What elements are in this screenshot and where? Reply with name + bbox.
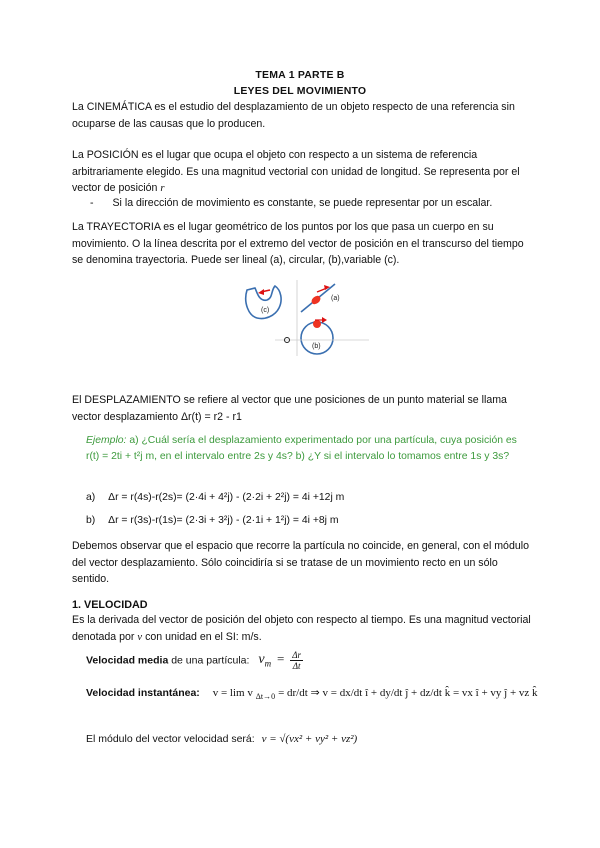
bullet-text: Si la dirección de movimiento es constante, se puede representar por un escalar.	[112, 197, 493, 209]
inst-limit: Δt→0	[255, 692, 276, 702]
item-a-label: a)	[86, 492, 96, 503]
inst-eq-2: = dr/dt ⇒ v = dx/dt î + dy/dt ĵ + dz/dt k̂ = vx î + vy ĵ + vz k̂	[278, 687, 538, 699]
paragraph-trayectoria: La TRAYECTORIA es el lugar geométrico de los puntos por los que pasa un cuerpo en su movimiento. O la línea descrita por el extremo del vector de posición en el transcurso del tiempo se denomina trayectoria. Puede ser lineal (a), circular, (b),variable (c).	[72, 221, 524, 266]
paragraph-desplazamiento: El DESPLAZAMIENTO se refiere al vector que une posiciones de un punto material se llama vector desplazamiento Δr(t) = r2 - r1	[72, 394, 507, 423]
media-label-rest: de una partícula:	[168, 654, 250, 667]
velocidad-text: Es la derivada del vector de posición del objeto con respecto al tiempo. Es una magnitud vectorial denotada por	[72, 614, 531, 643]
trajectory-figure	[235, 278, 370, 358]
example-block	[86, 433, 526, 464]
media-lhs: v	[258, 652, 265, 668]
example-answer-b	[86, 513, 526, 530]
paragraph-velocidad	[72, 612, 532, 646]
title-line-2: LEYES DEL MOVIMIENTO	[233, 85, 367, 97]
title-line-1: TEMA 1 PARTE B	[255, 69, 345, 81]
media-denominator: Δt	[292, 661, 301, 671]
modulo-velocidad-formula	[86, 733, 357, 745]
label-b: (b)	[312, 343, 321, 350]
inst-label: Velocidad instantánea:	[86, 687, 200, 699]
bullet-item	[90, 195, 530, 212]
module-label: El módulo del vector velocidad será:	[86, 733, 255, 745]
module-equation: v = √(vx² + vy² + vz²)	[261, 733, 358, 745]
media-label-bold: Velocidad media	[86, 654, 169, 667]
item-a-equation: Δr = r(4s)-r(2s)= (2·4i + 4²j) - (2·2i + 2²j) = 4i +12j m	[108, 492, 345, 503]
paragraph-observacion: Debemos observar que el espacio que recorre la partícula no coincide, en general, con el módulo del vector desplazamiento. Sólo coincidiría si se tratase de un movimiento recto en un sólo sentido.	[72, 540, 529, 585]
label-c: (c)	[261, 307, 270, 314]
item-b-equation: Δr = r(3s)-r(1s)= (2·3i + 3²j) - (2·1i + 1²j) = 4i +8j m	[108, 515, 339, 526]
example-text: a) ¿Cuál sería el desplazamiento experimentado por una partícula, cuya posición es r(t) = 2ti + t²j m, en el intervalo entre 2s y 4s? b) ¿Y si el intervalo lo tomamos entre 1s y 3s?	[86, 435, 517, 462]
velocidad-unit-text: con unidad en el SI: m/s.	[145, 630, 262, 643]
example-label: Ejemplo:	[86, 435, 127, 446]
example-answer-a	[86, 490, 526, 507]
bullet-dash: -	[90, 197, 94, 209]
media-fraction	[290, 650, 303, 671]
arrowhead-c	[258, 289, 264, 295]
posicion-text: La POSICIÓN es el lugar que ocupa el objeto con respecto a un sistema de referencia arbitrariamente elegido. Es una magnitud vectorial con unidad de longitud. Se representa por el vector de posición	[72, 149, 520, 194]
arrowhead-b	[322, 317, 327, 323]
inst-eq-1: v = lim v	[212, 687, 253, 699]
label-a: (a)	[331, 295, 340, 302]
paragraph-cinematica: La CINEMÁTICA es el estudio del desplazamiento de un objeto respecto de una referencia sin ocuparse de las causas que lo producen.	[72, 101, 515, 130]
velocity-vector-symbol: v	[137, 631, 143, 643]
velocidad-media-formula: Velocidad media de una partícula: $v_m$ = $\frac{\Delta r}{\Delta t}$	[86, 650, 302, 671]
particle-b	[313, 320, 321, 328]
velocidad-instantanea-formula	[86, 686, 538, 701]
section-heading-velocidad: 1. VELOCIDAD	[72, 599, 148, 611]
media-sub: m	[264, 658, 272, 669]
paragraph-posicion	[72, 147, 532, 198]
item-b-label: b)	[86, 515, 96, 526]
media-numerator: Δr	[292, 650, 302, 660]
position-vector-symbol: r	[160, 183, 165, 194]
